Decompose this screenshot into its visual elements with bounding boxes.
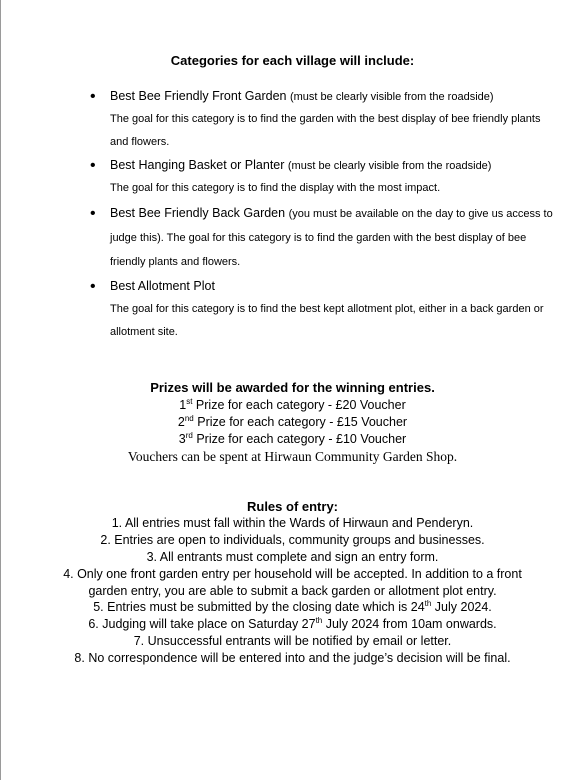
rule-item: 3. All entrants must complete and sign an entry form. (146, 550, 439, 564)
category-description: The goal for this category is to find the garden with the best display of bee friendly plants (110, 113, 541, 125)
rules-heading: Rules of entry: (246, 499, 338, 514)
category-note: (must be clearly visible from the roadside) (289, 91, 494, 103)
prize-line: 2nd Prize for each category - £15 Voucher (177, 413, 408, 429)
categories-heading: Categories for each village will include: (170, 53, 415, 68)
category-description: and flowers. (110, 136, 170, 148)
category-title (110, 279, 215, 293)
prize-line: 3rd Prize for each category - £10 Voucher (178, 430, 407, 446)
category-title-text: Best Bee Friendly Front Garden (110, 89, 287, 103)
category-title (110, 206, 553, 220)
rule-item-continuation: garden entry, you are able to submit a back garden or allotment plot entry. (88, 584, 497, 598)
category-description: The goal for this category is to find the best kept allotment plot, either in a back garden or (110, 303, 544, 315)
rule-item: 7. Unsuccessful entrants will be notified by email or letter. (133, 634, 452, 648)
rule-item: 6. Judging will take place on Saturday 27th July 2024 from 10am onwards. (88, 615, 497, 631)
category-description: friendly plants and flowers. (110, 256, 241, 268)
bullet-icon: • (90, 157, 96, 174)
category-description: The goal for this category is to find the display with the most impact. (110, 182, 441, 194)
bullet-icon: • (90, 278, 96, 295)
category-note: (must be clearly visible from the roadside) (287, 160, 492, 172)
category-title-text: Best Allotment Plot (110, 279, 215, 293)
prize-line: 1st Prize for each category - £20 Voucher (179, 396, 406, 412)
prizes-heading: Prizes will be awarded for the winning entries. (150, 380, 435, 395)
rule-item: 4. Only one front garden entry per household will be accepted. In addition to a front (63, 567, 522, 581)
rule-item: 2. Entries are open to individuals, community groups and businesses. (100, 533, 485, 547)
rule-item: 8. No correspondence will be entered into and the judge’s decision will be final. (74, 651, 511, 665)
category-title (110, 89, 494, 103)
category-description: allotment site. (110, 326, 178, 338)
rule-item: 5. Entries must be submitted by the closing date which is 24th July 2024. (93, 598, 492, 614)
category-title-text: Best Hanging Basket or Planter (110, 158, 285, 172)
vouchers-note: Vouchers can be spent at Hirwaun Community Garden Shop. (127, 449, 458, 464)
bullet-icon: • (90, 88, 96, 105)
bullet-icon: • (90, 205, 96, 222)
category-note: (you must be available on the day to give us access to (288, 208, 553, 220)
category-title (110, 158, 491, 172)
category-description: judge this). The goal for this category is to find the garden with the best display of bee (110, 232, 527, 244)
rule-item: 1. All entries must fall within the Wards of Hirwaun and Penderyn. (111, 516, 474, 530)
category-title-text: Best Bee Friendly Back Garden (110, 206, 286, 220)
